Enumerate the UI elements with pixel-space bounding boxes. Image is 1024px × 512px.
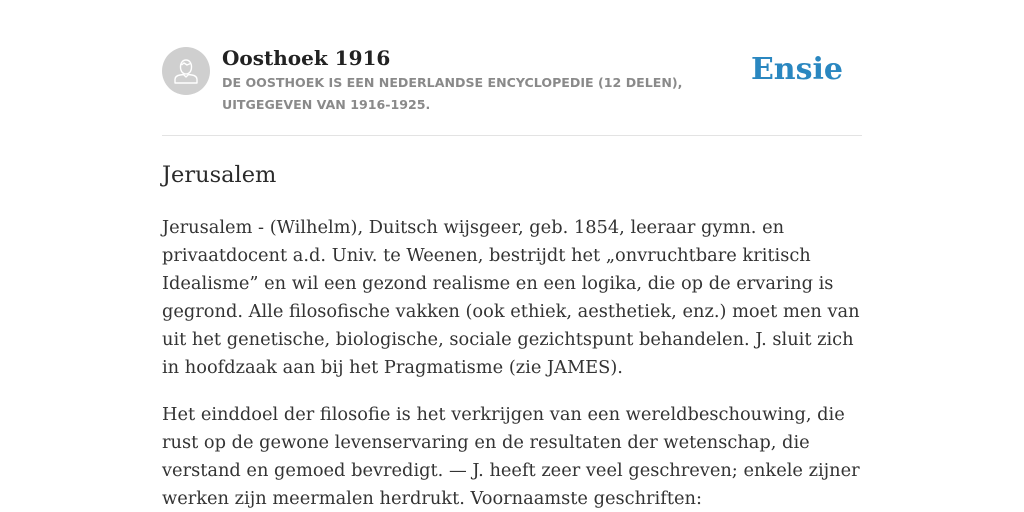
header-divider <box>162 135 862 136</box>
source-avatar[interactable] <box>162 47 210 95</box>
source-header <box>162 44 862 124</box>
ensie-logo[interactable]: Ensie <box>750 52 843 87</box>
article-title: Jerusalem <box>162 162 277 188</box>
user-silhouette-icon <box>162 47 210 95</box>
source-title[interactable]: Oosthoek 1916 <box>222 46 391 70</box>
article-paragraph: Jerusalem - (Wilhelm), Duitsch wijsgeer, geb. 1854, leeraar gymn. en privaatdocent a.d. Univ. te Weenen, bestrijdt het „onvruchtbare kritisch Idealisme” en wil een gezond realisme en een logika, die op de ervaring is gegrond. Alle filosofische vakken (ook ethiek, aesthetiek, enz.) moet men van uit het genetische, biologische, sociale gezichtspunt behandelen. J. sluit zich in hoofdzaak aan bij het Pragmatisme (zie JAMES). <box>162 217 860 378</box>
article-paragraph: Het einddoel der filosofie is het verkrijgen van een wereldbeschouwing, die rust op de gewone levenservaring en de resultaten der wetenschap, die verstand en gemoed bevredigt. — J. heeft zeer veel geschreven; enkele zijner werken zijn meermalen herdrukt. Voornaamste geschriften: <box>162 404 860 509</box>
article <box>162 158 862 512</box>
source-description: DE OOSTHOEK IS EEN NEDERLANDSE ENCYCLOPEDIE (12 DELEN), UITGEGEVEN VAN 1916-1925. <box>222 75 683 112</box>
